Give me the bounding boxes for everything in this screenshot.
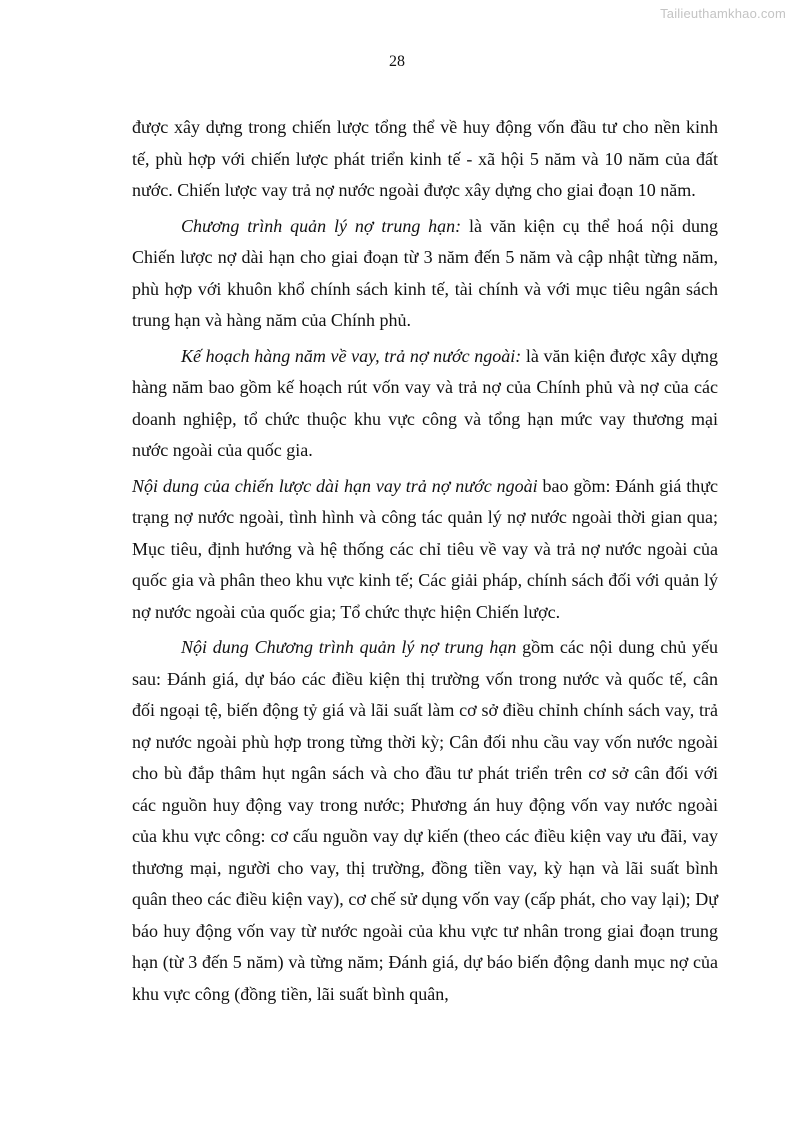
paragraph-1-text: được xây dựng trong chiến lược tổng thể về huy động vốn đầu tư cho nền kinh tế, phù hợp với chiến lược phát triển kinh tế - xã hội 5 năm và 10 năm của đất nước. Chiến lược vay trả nợ nước ngoài được xây dựng cho giai đoạn 10 năm. bbox=[132, 117, 718, 200]
paragraph-2-lead: Chương trình quản lý nợ trung hạn: bbox=[181, 215, 462, 236]
paragraph-3 bbox=[132, 341, 718, 467]
paragraph-5-text: gồm các nội dung chủ yếu sau: Đánh giá, dự báo các điều kiện thị trường vốn trong nước và quốc tế, cân đối ngoại tệ, biến động tỷ giá và lãi suất làm cơ sở điều chỉnh chính sách vay, trả nợ nước ngoài phù hợp trong từng thời kỳ; Cân đối nhu cầu vay vốn nước ngoài cho bù đắp thâm hụt ngân sách và cho đầu tư phát triển trên cơ sở cân đối với các nguồn huy động vay trong nước; Phương án huy động vốn vay nước ngoài của khu vực công: cơ cấu nguồn vay dự kiến (theo các điều kiện vay ưu đãi, vay thương mại, người cho vay, thị trường, đồng tiền vay, kỳ hạn và lãi suất bình quân theo các điều kiện vay), cơ chế sử dụng vốn vay (cấp phát, cho vay lại); Dự báo huy động vốn vay từ nước ngoài của khu vực tư nhân trong giai đoạn trung hạn (từ 3 đến 5 năm) và từng năm; Đánh giá, dự báo biến động danh mục nợ của khu vực công (đồng tiền, lãi suất bình quân, bbox=[132, 637, 719, 1004]
document-body bbox=[132, 112, 718, 1014]
paragraph-5-lead: Nội dung Chương trình quản lý nợ trung hạn bbox=[181, 637, 517, 657]
paragraph-5 bbox=[132, 632, 718, 1010]
paragraph-3-lead: Kế hoạch hàng năm về vay, trả nợ nước ngoài: bbox=[181, 345, 522, 366]
page-number: 28 bbox=[389, 53, 405, 70]
watermark: Tailieuthamkhao.com bbox=[660, 6, 786, 21]
paragraph-2 bbox=[132, 211, 718, 337]
paragraph-4-lead: Nội dung của chiến lược dài hạn vay trả nợ nước ngoài bbox=[132, 475, 538, 496]
paragraph-4 bbox=[132, 471, 718, 629]
paragraph-2-text: là văn kiện cụ thể hoá nội dung Chiến lược nợ dài hạn cho giai đoạn từ 3 năm đến 5 năm và cập nhật từng năm, phù hợp với khuôn khổ chính sách kinh tế, tài chính và với mục tiêu ngân sách trung hạn và hàng năm của Chính phủ. bbox=[132, 215, 718, 330]
paragraph-3-text: là văn kiện được xây dựng hàng năm bao gồm kế hoạch rút vốn vay và trả nợ của Chính phủ và nợ của các doanh nghiệp, tổ chức thuộc khu vực công và tổng hạn mức vay thương mại nước ngoài của quốc gia. bbox=[132, 345, 719, 460]
paragraph-1 bbox=[132, 112, 718, 207]
paragraph-4-text: bao gồm: Đánh giá thực trạng nợ nước ngoài, tình hình và công tác quản lý nợ nước ngoài thời gian qua; Mục tiêu, định hướng và hệ thống các chỉ tiêu về vay và trả nợ nước ngoài của quốc gia và phân theo khu vực kinh tế; Các giải pháp, chính sách đối với quản lý nợ nước ngoài của quốc gia; Tổ chức thực hiện Chiến lược. bbox=[132, 475, 718, 622]
